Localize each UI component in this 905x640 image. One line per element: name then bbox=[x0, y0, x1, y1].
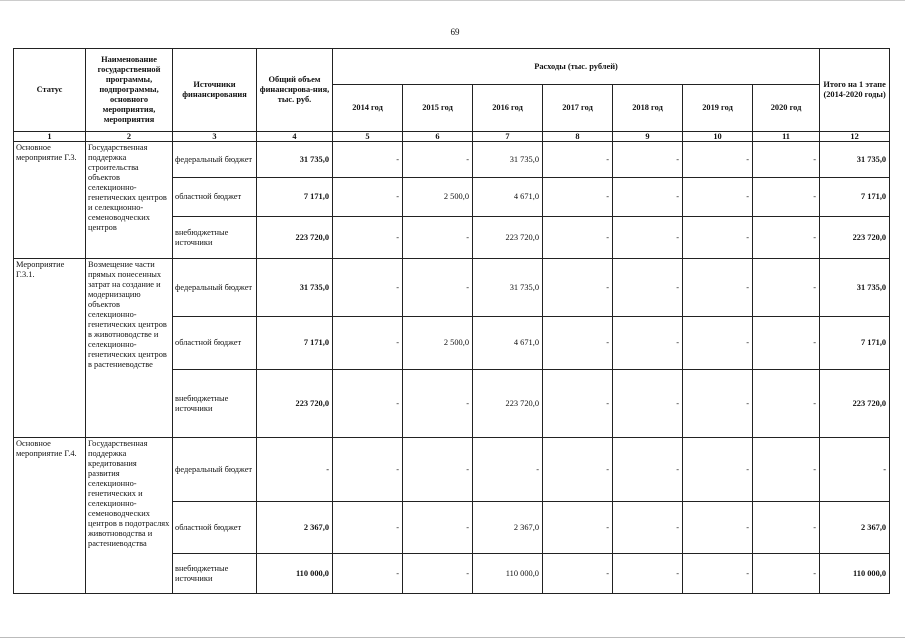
page-number: 69 bbox=[450, 27, 460, 37]
year-cell: 223 720,0 bbox=[473, 370, 543, 438]
source-cell: областной бюджет bbox=[173, 317, 257, 370]
header-year: 2019 год bbox=[683, 85, 753, 132]
column-number: 6 bbox=[403, 132, 473, 142]
header-year: 2017 год bbox=[543, 85, 613, 132]
top-edge-rule bbox=[0, 0, 905, 1]
year-cell: - bbox=[753, 554, 820, 594]
year-cell: - bbox=[753, 317, 820, 370]
year-cell: - bbox=[403, 502, 473, 554]
bottom-edge-rule bbox=[0, 637, 905, 638]
year-cell: - bbox=[403, 370, 473, 438]
year-cell: - bbox=[333, 370, 403, 438]
stage-total-cell: 31 735,0 bbox=[820, 259, 890, 317]
year-cell: - bbox=[753, 438, 820, 502]
year-cell: - bbox=[403, 438, 473, 502]
year-cell: 2 500,0 bbox=[403, 317, 473, 370]
source-cell: федеральный бюджет bbox=[173, 438, 257, 502]
total-cell: 31 735,0 bbox=[257, 259, 333, 317]
stage-total-cell: 7 171,0 bbox=[820, 178, 890, 217]
stage-total-cell: 223 720,0 bbox=[820, 370, 890, 438]
total-cell: 2 367,0 bbox=[257, 502, 333, 554]
header-program-name: Наименование государственной программы, подпрограммы, основного мероприятия, мероприятия bbox=[86, 49, 173, 132]
stage-total-cell: - bbox=[820, 438, 890, 502]
year-cell: - bbox=[683, 438, 753, 502]
column-number: 5 bbox=[333, 132, 403, 142]
year-cell: 223 720,0 bbox=[473, 217, 543, 259]
year-cell: - bbox=[753, 178, 820, 217]
year-cell: - bbox=[333, 502, 403, 554]
total-cell: - bbox=[257, 438, 333, 502]
table-row bbox=[14, 438, 890, 502]
total-cell: 110 000,0 bbox=[257, 554, 333, 594]
column-number: 10 bbox=[683, 132, 753, 142]
year-cell: 4 671,0 bbox=[473, 317, 543, 370]
column-number: 7 bbox=[473, 132, 543, 142]
source-cell: внебюджетные источники bbox=[173, 217, 257, 259]
column-number: 1 bbox=[14, 132, 86, 142]
year-cell: - bbox=[613, 317, 683, 370]
header-row-1 bbox=[14, 49, 890, 85]
year-cell: - bbox=[403, 142, 473, 178]
header-total: Общий объем финансирова-ния, тыс. руб. bbox=[257, 49, 333, 132]
measure-name-cell: Возмещение части прямых понесенных затрат на создание и модернизацию объектов селекционно-генетических центров в животноводстве и селекционно-генетических центров в растениеводстве bbox=[86, 259, 173, 438]
column-number: 3 bbox=[173, 132, 257, 142]
year-cell: - bbox=[403, 259, 473, 317]
year-cell: - bbox=[613, 502, 683, 554]
total-cell: 31 735,0 bbox=[257, 142, 333, 178]
year-cell: - bbox=[543, 317, 613, 370]
header-status: Статус bbox=[14, 49, 86, 132]
year-cell: - bbox=[473, 438, 543, 502]
year-cell: - bbox=[753, 142, 820, 178]
source-cell: областной бюджет bbox=[173, 502, 257, 554]
column-number: 4 bbox=[257, 132, 333, 142]
source-cell: федеральный бюджет bbox=[173, 142, 257, 178]
year-cell: - bbox=[613, 370, 683, 438]
year-cell: - bbox=[403, 217, 473, 259]
column-number: 11 bbox=[753, 132, 820, 142]
table-row bbox=[14, 142, 890, 178]
year-cell: - bbox=[683, 554, 753, 594]
year-cell: - bbox=[543, 554, 613, 594]
year-cell: - bbox=[333, 438, 403, 502]
status-cell: Основное мероприятие Г.3. bbox=[14, 142, 86, 259]
header-year: 2018 год bbox=[613, 85, 683, 132]
year-cell: - bbox=[613, 178, 683, 217]
column-number: 2 bbox=[86, 132, 173, 142]
total-cell: 7 171,0 bbox=[257, 178, 333, 217]
status-cell: Мероприятие Г.3.1. bbox=[14, 259, 86, 438]
column-number: 8 bbox=[543, 132, 613, 142]
stage-total-cell: 7 171,0 bbox=[820, 317, 890, 370]
year-cell: 31 735,0 bbox=[473, 259, 543, 317]
total-cell: 7 171,0 bbox=[257, 317, 333, 370]
year-cell: - bbox=[543, 259, 613, 317]
header-stage-total: Итого на 1 этапе (2014-2020 годы) bbox=[820, 49, 890, 132]
year-cell: - bbox=[333, 317, 403, 370]
header-year: 2014 год bbox=[333, 85, 403, 132]
year-cell: - bbox=[543, 178, 613, 217]
source-cell: федеральный бюджет bbox=[173, 259, 257, 317]
year-cell: - bbox=[333, 259, 403, 317]
total-cell: 223 720,0 bbox=[257, 217, 333, 259]
year-cell: - bbox=[613, 142, 683, 178]
year-cell: - bbox=[613, 259, 683, 317]
column-number: 12 bbox=[820, 132, 890, 142]
status-cell: Основное мероприятие Г.4. bbox=[14, 438, 86, 594]
year-cell: - bbox=[753, 370, 820, 438]
year-cell: - bbox=[753, 502, 820, 554]
source-cell: внебюджетные источники bbox=[173, 554, 257, 594]
year-cell: - bbox=[333, 217, 403, 259]
source-cell: областной бюджет bbox=[173, 178, 257, 217]
year-cell: 2 500,0 bbox=[403, 178, 473, 217]
year-cell: - bbox=[683, 259, 753, 317]
year-cell: - bbox=[543, 217, 613, 259]
header-year: 2020 год bbox=[753, 85, 820, 132]
source-cell: внебюджетные источники bbox=[173, 370, 257, 438]
year-cell: - bbox=[613, 554, 683, 594]
year-cell: - bbox=[753, 217, 820, 259]
total-cell: 223 720,0 bbox=[257, 370, 333, 438]
year-cell: - bbox=[543, 370, 613, 438]
stage-total-cell: 110 000,0 bbox=[820, 554, 890, 594]
year-cell: - bbox=[333, 142, 403, 178]
stage-total-cell: 2 367,0 bbox=[820, 502, 890, 554]
year-cell: - bbox=[683, 317, 753, 370]
year-cell: - bbox=[683, 502, 753, 554]
year-cell: - bbox=[683, 217, 753, 259]
header-year: 2016 год bbox=[473, 85, 543, 132]
measure-name-cell: Государственная поддержка строительства объектов селекционно-генетических центров и селекционно-семеноводческих центров bbox=[86, 142, 173, 259]
year-cell: - bbox=[683, 178, 753, 217]
year-cell: - bbox=[543, 438, 613, 502]
column-number-row bbox=[14, 132, 890, 142]
header-year: 2015 год bbox=[403, 85, 473, 132]
year-cell: - bbox=[543, 502, 613, 554]
year-cell: - bbox=[683, 142, 753, 178]
year-cell: 31 735,0 bbox=[473, 142, 543, 178]
year-cell: 4 671,0 bbox=[473, 178, 543, 217]
year-cell: 110 000,0 bbox=[473, 554, 543, 594]
year-cell: - bbox=[333, 178, 403, 217]
year-cell: - bbox=[403, 554, 473, 594]
year-cell: - bbox=[613, 217, 683, 259]
table-row bbox=[14, 259, 890, 317]
measure-name-cell: Государственная поддержка кредитования развития селекционно-генетических и селекционно-семеноводческих центров в подотраслях животноводства и растениеводства bbox=[86, 438, 173, 594]
column-number: 9 bbox=[613, 132, 683, 142]
header-sources: Источники финансирования bbox=[173, 49, 257, 132]
year-cell: - bbox=[613, 438, 683, 502]
stage-total-cell: 31 735,0 bbox=[820, 142, 890, 178]
year-cell: - bbox=[543, 142, 613, 178]
year-cell: - bbox=[683, 370, 753, 438]
year-cell: 2 367,0 bbox=[473, 502, 543, 554]
year-cell: - bbox=[753, 259, 820, 317]
budget-table bbox=[13, 48, 890, 594]
year-cell: - bbox=[333, 554, 403, 594]
stage-total-cell: 223 720,0 bbox=[820, 217, 890, 259]
header-expenses: Расходы (тыс. рублей) bbox=[333, 49, 820, 85]
